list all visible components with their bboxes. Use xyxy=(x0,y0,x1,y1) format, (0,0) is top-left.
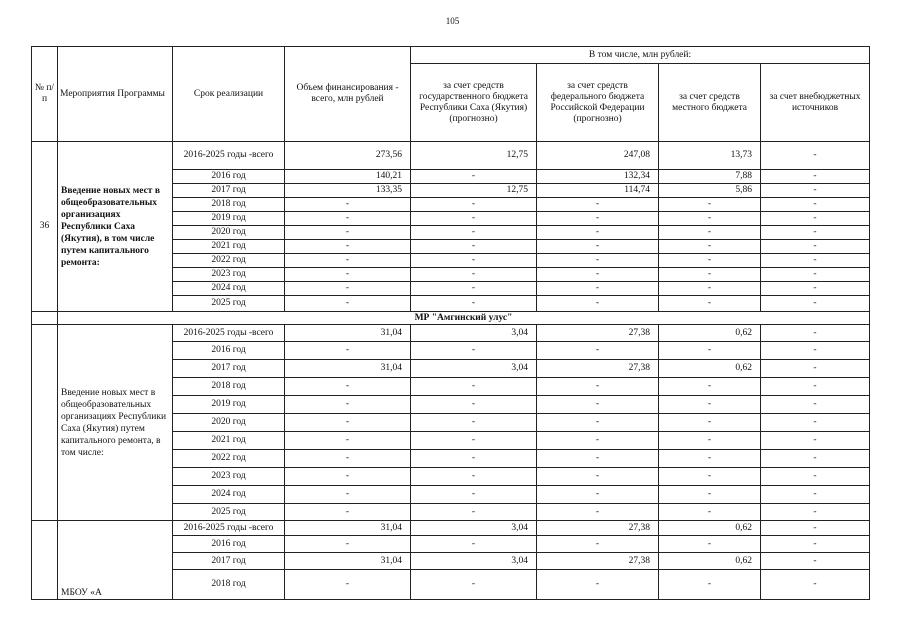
state-budget-cell: - xyxy=(411,414,537,432)
federal-budget-cell: 27,38 xyxy=(537,521,659,536)
federal-budget-cell: - xyxy=(537,432,659,450)
period-cell: 2023 год xyxy=(173,468,285,486)
local-budget-cell: - xyxy=(659,240,761,254)
period-cell: 2016-2025 годы -всего xyxy=(173,521,285,536)
total-cell: 31,04 xyxy=(285,553,411,570)
period-cell: 2018 год xyxy=(173,198,285,212)
period-cell: 2017 год xyxy=(173,184,285,198)
total-cell: - xyxy=(285,486,411,504)
header-total: Объем финансирования - всего, млн рублей xyxy=(285,47,411,142)
total-cell: - xyxy=(285,296,411,312)
federal-budget-cell: 247,08 xyxy=(537,142,659,170)
state-budget-cell: - xyxy=(411,226,537,240)
federal-budget-cell: 27,38 xyxy=(537,553,659,570)
activity-name: МБОУ «А xyxy=(58,521,173,600)
extra-budget-cell: - xyxy=(761,268,870,282)
local-budget-cell: 0,62 xyxy=(659,553,761,570)
state-budget-cell: - xyxy=(411,296,537,312)
state-budget-cell: - xyxy=(411,342,537,360)
section-36 xyxy=(32,142,870,312)
extra-budget-cell: - xyxy=(761,212,870,226)
section-school xyxy=(32,521,870,600)
state-budget-cell: 3,04 xyxy=(411,521,537,536)
local-budget-cell: - xyxy=(659,198,761,212)
period-cell: 2022 год xyxy=(173,254,285,268)
state-budget-cell: - xyxy=(411,486,537,504)
state-budget-cell: - xyxy=(411,198,537,212)
funding-table-sheet xyxy=(31,46,869,598)
row-number: 36 xyxy=(32,142,58,312)
federal-budget-cell: 27,38 xyxy=(537,360,659,378)
state-budget-cell: - xyxy=(411,468,537,486)
federal-budget-cell: - xyxy=(537,342,659,360)
period-cell: 2024 год xyxy=(173,282,285,296)
local-budget-cell: - xyxy=(659,504,761,521)
total-cell: 133,35 xyxy=(285,184,411,198)
total-cell: 31,04 xyxy=(285,360,411,378)
total-cell: - xyxy=(285,450,411,468)
local-budget-cell: - xyxy=(659,254,761,268)
period-cell: 2020 год xyxy=(173,414,285,432)
state-budget-cell: - xyxy=(411,170,537,184)
state-budget-cell: - xyxy=(411,504,537,521)
local-budget-cell: - xyxy=(659,212,761,226)
extra-budget-cell: - xyxy=(761,254,870,268)
state-budget-cell: - xyxy=(411,378,537,396)
federal-budget-cell: - xyxy=(537,468,659,486)
period-cell: 2016 год xyxy=(173,342,285,360)
extra-budget-cell: - xyxy=(761,450,870,468)
total-cell: - xyxy=(285,254,411,268)
extra-budget-cell: - xyxy=(761,360,870,378)
local-budget-cell: 5,86 xyxy=(659,184,761,198)
header-extra-budget: за счет внебюджетных источников xyxy=(761,64,870,142)
extra-budget-cell: - xyxy=(761,414,870,432)
extra-budget-cell: - xyxy=(761,296,870,312)
extra-budget-cell: - xyxy=(761,396,870,414)
total-cell: - xyxy=(285,536,411,553)
state-budget-cell: 12,75 xyxy=(411,184,537,198)
local-budget-cell: - xyxy=(659,226,761,240)
activity-name: Введение новых мест в общеобразовательных организациях Республики Саха (Якутия), в том числе путем капитального ремонта: xyxy=(58,142,173,312)
local-budget-cell: 0,62 xyxy=(659,521,761,536)
extra-budget-cell: - xyxy=(761,325,870,342)
local-budget-cell: 13,73 xyxy=(659,142,761,170)
header-state-budget: за счет средств государственного бюджета Республики Саха (Якутия) (прогнозно) xyxy=(411,64,537,142)
local-budget-cell: - xyxy=(659,342,761,360)
state-budget-cell: - xyxy=(411,240,537,254)
local-budget-cell: - xyxy=(659,432,761,450)
period-cell: 2021 год xyxy=(173,240,285,254)
local-budget-cell: - xyxy=(659,296,761,312)
total-cell: - xyxy=(285,414,411,432)
activity-name: Введение новых мест в общеобразовательных организациях Республики Саха (Якутия) путем капитального ремонта, в том числе: xyxy=(58,325,173,521)
federal-budget-cell: - xyxy=(537,378,659,396)
local-budget-cell: - xyxy=(659,486,761,504)
header-local-budget: за счет средств местного бюджета xyxy=(659,64,761,142)
period-cell: 2016 год xyxy=(173,170,285,184)
period-cell: 2022 год xyxy=(173,450,285,468)
local-budget-cell: - xyxy=(659,468,761,486)
extra-budget-cell: - xyxy=(761,468,870,486)
local-budget-cell: - xyxy=(659,536,761,553)
federal-budget-cell: - xyxy=(537,254,659,268)
period-cell: 2025 год xyxy=(173,296,285,312)
state-budget-cell: - xyxy=(411,396,537,414)
period-cell: 2016-2025 годы -всего xyxy=(173,325,285,342)
period-cell: 2018 год xyxy=(173,570,285,600)
state-budget-cell: - xyxy=(411,536,537,553)
state-budget-cell: - xyxy=(411,268,537,282)
total-cell: - xyxy=(285,282,411,296)
header-period: Срок реализации xyxy=(173,47,285,142)
state-budget-cell: - xyxy=(411,212,537,226)
local-budget-cell: - xyxy=(659,378,761,396)
total-cell: - xyxy=(285,342,411,360)
extra-budget-cell: - xyxy=(761,521,870,536)
extra-budget-cell: - xyxy=(761,553,870,570)
local-budget-cell: - xyxy=(659,282,761,296)
local-budget-cell: - xyxy=(659,396,761,414)
total-cell: - xyxy=(285,468,411,486)
funding-table xyxy=(31,46,870,600)
header-no: № п/п xyxy=(32,47,58,142)
header-including: В том числе, млн рублей: xyxy=(411,47,870,64)
extra-budget-cell: - xyxy=(761,142,870,170)
table-row xyxy=(32,325,870,342)
period-cell: 2018 год xyxy=(173,378,285,396)
extra-budget-cell: - xyxy=(761,170,870,184)
federal-budget-cell: - xyxy=(537,486,659,504)
mr-section-header xyxy=(32,312,870,325)
total-cell: - xyxy=(285,198,411,212)
row-number xyxy=(32,521,58,600)
period-cell: 2024 год xyxy=(173,486,285,504)
state-budget-cell: 3,04 xyxy=(411,325,537,342)
total-cell: - xyxy=(285,212,411,226)
section-amga xyxy=(32,325,870,521)
extra-budget-cell: - xyxy=(761,378,870,396)
extra-budget-cell: - xyxy=(761,240,870,254)
total-cell: - xyxy=(285,226,411,240)
mr-number-cell xyxy=(32,312,58,325)
period-cell: 2021 год xyxy=(173,432,285,450)
period-cell: 2019 год xyxy=(173,212,285,226)
row-number xyxy=(32,325,58,521)
extra-budget-cell: - xyxy=(761,226,870,240)
federal-budget-cell: - xyxy=(537,268,659,282)
total-cell: - xyxy=(285,570,411,600)
state-budget-cell: - xyxy=(411,432,537,450)
period-cell: 2016 год xyxy=(173,536,285,553)
extra-budget-cell: - xyxy=(761,198,870,212)
federal-budget-cell: - xyxy=(537,282,659,296)
period-cell: 2016-2025 годы -всего xyxy=(173,142,285,170)
total-cell: - xyxy=(285,240,411,254)
federal-budget-cell: - xyxy=(537,296,659,312)
total-cell: - xyxy=(285,268,411,282)
state-budget-cell: 12,75 xyxy=(411,142,537,170)
local-budget-cell: 7,88 xyxy=(659,170,761,184)
period-cell: 2019 год xyxy=(173,396,285,414)
federal-budget-cell: - xyxy=(537,240,659,254)
state-budget-cell: - xyxy=(411,570,537,600)
header-federal-budget: за счет средств федерального бюджета Российской Федерации (прогнозно) xyxy=(537,64,659,142)
federal-budget-cell: - xyxy=(537,504,659,521)
extra-budget-cell: - xyxy=(761,486,870,504)
extra-budget-cell: - xyxy=(761,184,870,198)
federal-budget-cell: - xyxy=(537,212,659,226)
table-row xyxy=(32,521,870,536)
period-cell: 2023 год xyxy=(173,268,285,282)
local-budget-cell: - xyxy=(659,450,761,468)
state-budget-cell: - xyxy=(411,282,537,296)
total-cell: 140,21 xyxy=(285,170,411,184)
local-budget-cell: - xyxy=(659,414,761,432)
state-budget-cell: - xyxy=(411,450,537,468)
local-budget-cell: - xyxy=(659,268,761,282)
federal-budget-cell: - xyxy=(537,414,659,432)
total-cell: - xyxy=(285,432,411,450)
state-budget-cell: - xyxy=(411,254,537,268)
total-cell: 31,04 xyxy=(285,521,411,536)
local-budget-cell: 0,62 xyxy=(659,360,761,378)
federal-budget-cell: - xyxy=(537,536,659,553)
local-budget-cell: - xyxy=(659,570,761,600)
total-cell: - xyxy=(285,378,411,396)
federal-budget-cell: - xyxy=(537,450,659,468)
extra-budget-cell: - xyxy=(761,282,870,296)
mr-title: МР "Амгинский улус" xyxy=(58,312,870,325)
local-budget-cell: 0,62 xyxy=(659,325,761,342)
period-cell: 2025 год xyxy=(173,504,285,521)
extra-budget-cell: - xyxy=(761,536,870,553)
federal-budget-cell: 27,38 xyxy=(537,325,659,342)
federal-budget-cell: - xyxy=(537,226,659,240)
extra-budget-cell: - xyxy=(761,504,870,521)
extra-budget-cell: - xyxy=(761,432,870,450)
total-cell: 31,04 xyxy=(285,325,411,342)
state-budget-cell: 3,04 xyxy=(411,553,537,570)
federal-budget-cell: - xyxy=(537,198,659,212)
federal-budget-cell: 114,74 xyxy=(537,184,659,198)
table-row xyxy=(32,142,870,170)
period-cell: 2020 год xyxy=(173,226,285,240)
period-cell: 2017 год xyxy=(173,360,285,378)
page-number: 105 xyxy=(445,16,460,26)
federal-budget-cell: - xyxy=(537,570,659,600)
total-cell: - xyxy=(285,396,411,414)
extra-budget-cell: - xyxy=(761,342,870,360)
extra-budget-cell: - xyxy=(761,570,870,600)
federal-budget-cell: 132,34 xyxy=(537,170,659,184)
header-activity: Мероприятия Программы xyxy=(58,47,173,142)
total-cell: - xyxy=(285,504,411,521)
state-budget-cell: 3,04 xyxy=(411,360,537,378)
federal-budget-cell: - xyxy=(537,396,659,414)
period-cell: 2017 год xyxy=(173,553,285,570)
total-cell: 273,56 xyxy=(285,142,411,170)
